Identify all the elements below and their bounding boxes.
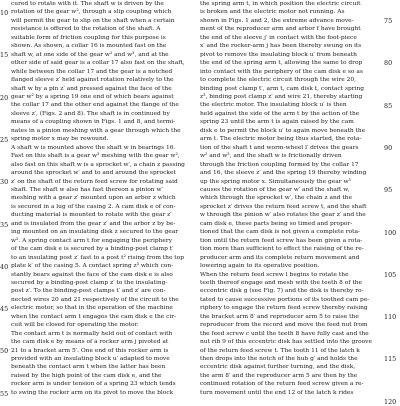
line-number: 75 bbox=[384, 17, 393, 25]
text-line: cured to rotate with it. The shaft w is driven by the bbox=[11, 1, 164, 7]
text-line: reproducer from the record and move the feed nut from bbox=[200, 322, 368, 329]
text-line: ducting material is mounted to rotate with the gear z′ bbox=[11, 212, 172, 219]
text-line: to complete the electric circuit through the wire 20, bbox=[200, 77, 356, 84]
text-line: through the friction coupling formed by the collar 17 bbox=[200, 161, 359, 168]
text-line: binding post clamp t′, arm t, cam disk t, contact spring bbox=[200, 85, 365, 92]
text-line: eccentric disk g (see Fig. 7) and the disk is thereby ro- bbox=[200, 288, 364, 295]
text-line: the end of the spring arm t, allowing the same to drop bbox=[200, 60, 363, 67]
line-number: 120 bbox=[384, 397, 397, 406]
text-line: tion until the return feed screw has been given a rota- bbox=[200, 237, 363, 244]
text-line: to an insulating post z′ fast to a post t² rising from the top bbox=[11, 254, 184, 261]
text-line: cam disk e, these parts being so timed and propor- bbox=[200, 220, 353, 227]
text-line: the arm 8′ and the reproducer arm 5 are then by the bbox=[200, 372, 358, 379]
text-line: up the spring motor x. Simultaneously the gear w³ bbox=[200, 178, 351, 185]
text-line: then drops into the notch of the hub g′ and holds the bbox=[200, 356, 358, 363]
text-line: ment of the reproducer arm and arbor f have brought bbox=[200, 26, 361, 33]
line-number: 35 bbox=[0, 220, 9, 229]
text-line: rocker arm is under tension of a spring 23 which tends bbox=[11, 381, 176, 388]
text-line: other side of said gear is a collar 17 also fast on the shaft, bbox=[11, 60, 185, 67]
text-line: electric motor, so that in the operation of the machine bbox=[11, 305, 173, 312]
text-line: the feed screw c until the teeth 8 have fully cast and the bbox=[200, 330, 369, 337]
text-line: tion of the shaft t and worm-wheel l′ drives the gears bbox=[200, 144, 359, 151]
text-line: meshing with a gear z′ mounted upon an arbor z which bbox=[11, 195, 176, 202]
text-line: into contact with the periphery of the cam disk e so as bbox=[200, 68, 363, 75]
text-line: of the return feed screw t. The tooth 11 of the latch k bbox=[200, 347, 360, 354]
text-line: and is insulated from the gear z′ and the arbor z by be- bbox=[11, 220, 176, 227]
text-line: means of a coupling shown in Figs. 1 and 8, and termi- bbox=[11, 119, 176, 126]
text-line: w². A spring contact arm t for engaging the periphery bbox=[11, 237, 173, 244]
text-line: held against the side of the arm t by the action of the bbox=[200, 110, 360, 117]
text-line: ing mounted on an insulating disk z secured to the gear bbox=[11, 229, 179, 236]
line-number: 25 bbox=[0, 135, 9, 144]
text-line: stantly bears against the face of the cam disk e is also bbox=[11, 271, 173, 278]
text-line: riphery to engage the return feed screw thereby raising bbox=[200, 305, 368, 312]
text-line: when the contact arm t engages the cam disk e the cir- bbox=[11, 313, 177, 320]
text-line: around the sprocket w′ and to and around the sprocket bbox=[11, 170, 176, 177]
text-line: while between the collar 17 and the gear is a notched bbox=[11, 68, 173, 75]
text-line: gear w² by a spring 19 one end of which bears against bbox=[11, 93, 174, 100]
line-number: 10 bbox=[0, 9, 9, 17]
text-line: turn movement until the end 12 of the latch k rides bbox=[200, 389, 354, 396]
text-line: is broken and the electric motor not running. As bbox=[200, 9, 345, 16]
line-number: 40 bbox=[0, 262, 9, 271]
line-number: 80 bbox=[384, 59, 393, 68]
text-line: sleeve z′, (Figs. 2 and 8). The shaft is in continued by bbox=[11, 110, 170, 117]
text-line: pivot to remove the insulating block u′ from beneath bbox=[200, 51, 357, 58]
line-number: 15 bbox=[0, 51, 9, 60]
text-line: which through the sprocket w′, the chain z and the bbox=[200, 195, 353, 202]
text-line: x′ and the rocker-arm j has been thereby swung on its bbox=[200, 43, 362, 50]
line-number: 110 bbox=[384, 313, 397, 322]
text-line: post z′. To the binding-post clamps t′ and z′ are con- bbox=[11, 288, 166, 295]
text-line: of the cam disk e is secured by a binding-post clamp t′ bbox=[11, 246, 174, 253]
text-line: The contact arm t is normally held out of contact with bbox=[11, 330, 173, 337]
text-line: also fast on this shaft w is a sprocket w′, a chain z passing bbox=[11, 161, 185, 168]
text-line: cuit will be closed for operating the motor. bbox=[11, 322, 139, 329]
text-line: z³, binding post clamp z′ and wire 21, thereby starting bbox=[200, 93, 363, 100]
text-line: suitable form of friction coupling for this purpose is bbox=[11, 34, 166, 41]
text-line: A shaft w is mounted above the shaft w in bearings 16. bbox=[11, 144, 176, 151]
text-line: flanged sleeve z′ held against rotation relatively to the bbox=[11, 77, 174, 84]
text-line: and 16, the sleeve z′ and the spring 19 thereby winding bbox=[200, 170, 367, 177]
line-number: 55 bbox=[0, 389, 9, 398]
text-line: nut rib 9 of this eccentric disk has settled into the groove bbox=[200, 339, 372, 346]
text-line: sprocket z′ drives the return feed screw t, and the shaft bbox=[200, 203, 367, 210]
text-line: tion more than sufficient to effect the raising of the re- bbox=[200, 246, 364, 253]
text-line: raised by the high point of the cam disk e, and the bbox=[11, 372, 162, 379]
line-number: 30 bbox=[0, 178, 9, 187]
text-line: secured by a binding-post clamp z′ to the insulating- bbox=[11, 279, 168, 286]
text-line: w through the pinion w′ also rotates the gear z′ and the bbox=[200, 212, 366, 219]
text-line: arm t. The electric motor being thus started, the rota- bbox=[200, 136, 362, 143]
text-line: producer arm and its complete return movement and bbox=[200, 254, 360, 261]
text-line: shown. As shown, a collar 16 is mounted fast on the bbox=[11, 43, 167, 50]
text-line: is secured in a lug of the casing 2. A cam disk e of con- bbox=[11, 203, 176, 210]
text-line: disk e to permit the block u′ to again move beneath the bbox=[200, 127, 366, 134]
line-number: 50 bbox=[0, 347, 9, 356]
text-line: rotation of the gear w², through a slip coupling which bbox=[11, 9, 172, 16]
text-line: causes the rotation of the gear w′ and the shaft w, bbox=[200, 186, 350, 193]
line-number: 45 bbox=[0, 305, 9, 314]
text-line: continued rotation of the return feed screw given a re- bbox=[200, 381, 364, 388]
text-line: tioned that the cam disk is not given a complete rota- bbox=[200, 229, 360, 236]
line-number: 115 bbox=[384, 355, 397, 364]
text-line: resistance is offered to the rotation of the shaft. A bbox=[11, 26, 161, 33]
text-line: the cam disk e by means of a rocker arm j pivoted at bbox=[11, 339, 169, 346]
text-line: nected wires 20 and 21 respectively of the circuit to the bbox=[11, 296, 179, 303]
text-line: lowering again to its operative position. bbox=[200, 263, 320, 270]
line-number: 100 bbox=[384, 228, 397, 237]
text-line: 21 to a bracket arm 5′. One end of this rocker arm is bbox=[11, 347, 169, 354]
line-number: 95 bbox=[384, 186, 393, 195]
text-line: tated to cause successive portions of its toothed cam pe- bbox=[200, 296, 370, 303]
text-line: shaft. The shaft w also has fast thereon a pinion w′ bbox=[11, 186, 163, 193]
line-number: 20 bbox=[0, 93, 9, 102]
text-line: will permit the gear to slip on the shaft when a certain bbox=[11, 17, 175, 24]
text-line: z′ on the shaft of the return feed screw for rotating said bbox=[11, 178, 178, 185]
text-line: the end of the sleeve j′ in contact with the foot-piece bbox=[200, 34, 357, 41]
text-line: shaft w by a pin z′ and pressed against the face of the bbox=[11, 85, 172, 92]
text-line: shaft w, at one side of the gear w² and w³, and at the bbox=[11, 51, 169, 58]
left-text-column bbox=[11, 0, 189, 397]
text-line: plate k′ of the casing 5. A contact spring z³ which con- bbox=[11, 263, 174, 270]
text-line: spring 23 until the arm t is again raised by the cam bbox=[200, 119, 354, 126]
text-line: beneath the contact arm t when the latter has been bbox=[11, 364, 166, 371]
text-line: When the return feed screw l begins to rotate the bbox=[200, 271, 349, 278]
text-line: to swing the rocker arm on its pivot to move the block bbox=[11, 389, 174, 396]
text-line: eccentric disk against further turning, and the disk, bbox=[200, 364, 356, 371]
line-number: 90 bbox=[384, 143, 393, 152]
text-line: teeth thereof engage and mesh with the teeth 8 of the bbox=[200, 279, 363, 286]
text-line: spring motor x may be rewound. bbox=[11, 136, 109, 143]
text-line: provided with an insulating block u′ adapted to move bbox=[11, 356, 170, 363]
line-number: 85 bbox=[384, 101, 393, 110]
text-line: nates in a pinion meshing with a gear through which the bbox=[11, 127, 181, 134]
text-line: the bracket arm 8′ and reproducer arm 5 to raise the bbox=[200, 313, 359, 320]
text-line: shown in Figs. 1 and 2, the extreme advance move- bbox=[200, 17, 354, 24]
text-line: the electric motor. The insulating block u′ is then bbox=[200, 102, 347, 109]
text-line: the collar 17 and the other end against the flange of the bbox=[11, 102, 179, 109]
line-number: 105 bbox=[384, 270, 397, 279]
text-line: the spring arm t, in which position the electric circuit bbox=[200, 1, 361, 7]
text-line: Fast on this shaft is a gear w³ meshing with the gear w², bbox=[11, 153, 180, 160]
right-text-column bbox=[200, 0, 378, 397]
text-line: w² and w³, and the shaft w is frictionally driven bbox=[200, 153, 342, 160]
